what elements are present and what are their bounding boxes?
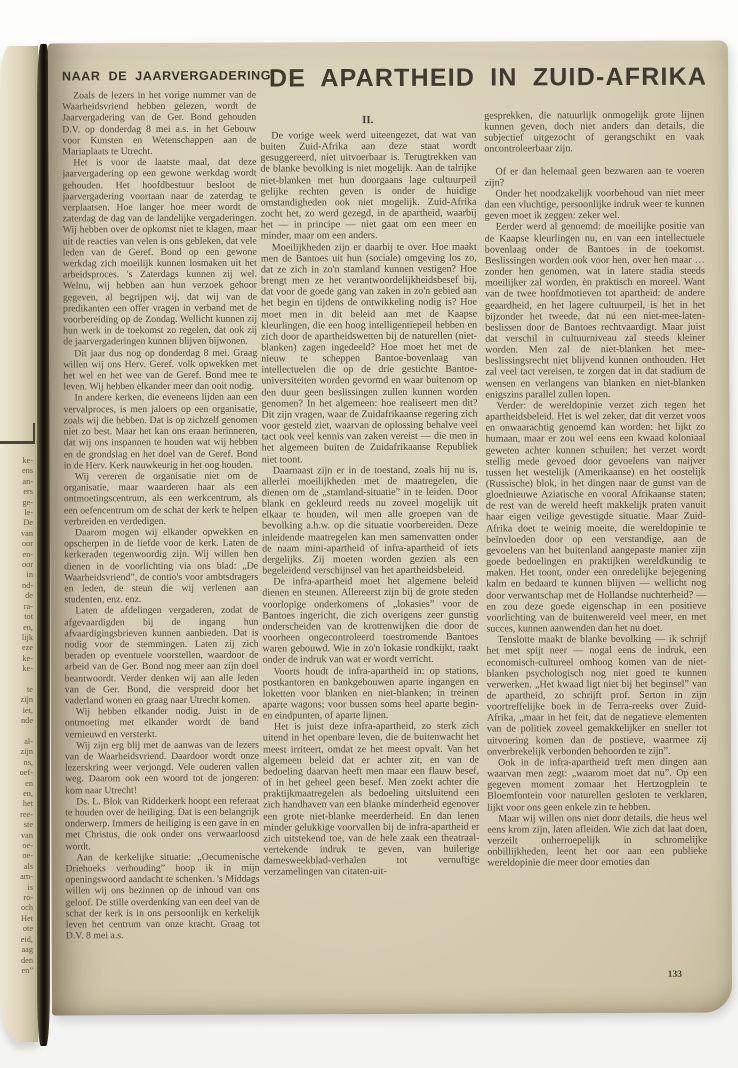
margin-fragment: oef- [19,768,33,778]
margin-fragment: al- [24,736,33,746]
paragraph: De vorige week werd uiteengezet, dat wat van buiten Zuid-Afrika aan deze staat wordt gesuggereerd, niet uitvoerbaar is. Terugtrekken van de blanke bevolking is niet mogelijk. Aan de talrijke niet-blanken met hun doorgaans lage cultuurpeil gelijke rechten geven is onder de huidige omstandigheden ook niet mogelijk. Zuid-Afrika zocht het, zo werd gezegd, in de apartheid, waarbij het — in principe — niet gaat om een meer en minder, maar om een anders. [260,129,477,242]
margin-fragment: ra- [23,601,33,611]
margin-fragment: nde [21,716,33,726]
paragraph: Verder: de wereldopinie verzet zich tegen het apartheidsbeleid. Het is wel zeker, dat dit verzet voos en onwaarachtig genoemd kan worden: het lijkt zo humaan, maar er zou wel eens een kwaad koloniaal geweten achter kunnen schuilen; het verzet wordt stellig mede gevoed door gevoelens van naijver tussen het westelijk (Amerikaanse) en het oostelijk (Russische) blok, in het dingen naar de gunst van de gloednieuwe Aziatische en vooral Afrikaanse staten; de rest van de wereld heeft makkelijk praten vanuit haar eigen veilige gevestigde situatie. Maar Zuid-Afrika doet te weinig moeite, die wereldopinie te beïnvloeden door op een verstandige, aan de gevoelens van het buitenland aangepaste manier zijn goede bedoelingen en praktijken wereldkundig te maken. Het toont, onder een onredelijke bejegening kalm en bedaard te kunnen blijven — wellicht nog door verwantschap met de Hollandse nuchterheid? — en zou deze goede eigenschap in een positieve voorlichting van de buitenwereld veel meer, en met succes, kunnen aanwenden dan het nu doet. [485,399,707,635]
margin-fragment: ns, [23,757,33,767]
margin-fragment: lijk [21,632,33,642]
margin-fragment: en” [21,965,33,975]
margin-text-fragments [3,456,33,976]
paragraph: Zoals de lezers in het vorige nummer van de Waarheidsvriend hebben gelezen, wordt de Jaarvergadering van de Ger. Bond gehouden D.V. op donderdag 8 mei a.s. in het Gebouw voor Kunsten en Wetenschappen aan de Mariaplaats te Utrecht. [62,89,257,158]
margin-fragment: ote [22,924,33,934]
section-label: II. [362,114,374,127]
margin-fragment: van [21,528,33,538]
margin-fragment: am- [20,872,33,882]
paragraph: gesprekken, die natuurlijk onmogelijk grote lijnen kunnen geven, doch niet anders dan details, die subjectief uitgezocht of gerangschikt en vaak oncontroleerbaar zijn. [484,109,705,156]
paragraph: Het is voor de laatste maal, dat deze jaarvergadering op een gewone werkdag wordt gehouden. Het hoofdbestuur besloot de jaarvergadering voortaan naar de zaterdag te verplaatsen. Hoe langer hoe meer wordt de zaterdag de dag van de landelijke vergaderingen. Wij hebben over de opkomst niet te klagen, maar uit de reacties van velen is ons gebleken, dat vele leden van de Geref. Bond op een gewone werkdag zich moeilijk kunnen losmaken uit het arbeidsproces. 's Zaterdags kunnen zij wel. Welnu, wij hebben aan hun verzoek gehoor gegeven, al begrijpen wij, dat wij van de predikanten een offer vragen in verband met de voorbereiding op de Zondag. Wellicht kunnen zij hun werk in de toekomst zo regelen, dat ook zij de jaarvergaderingen kunnen blijven bijwonen. [62,156,258,348]
left-article-body [62,90,260,989]
margin-fragment: ge- [22,497,33,507]
margin-fragment: nd- [21,580,33,590]
margin-fragment: ro- [23,893,33,903]
margin-fragment: den [21,955,33,965]
margin-fragment: ens [21,466,33,476]
margin-fragment: iet, [22,705,33,715]
paragraph: Laten de afdelingen vergaderen, zodat de afgevaardigden bij de ingang hun afvaardigingsbrieven kunnen aanbieden. Dat is nodig voor de stemmingen. Laten zij zich beraden op eventuele voorstellen, waardoor de arbeid van de Ger. Bond nog meer aan zijn doel beantwoordt. Verder denken wij aan alle leden van de Ger. Bond, die verspreid door het vaderland wonen en graag naar Utrecht komen. [64,604,259,707]
margin-fragment: te [27,684,33,694]
margin-fragment: het [22,799,33,809]
margin-fragment: aag [21,945,33,955]
margin-rule-mark [0,423,35,444]
paragraph: Ds. L. Blok van Ridderkerk hoopt een referaat te houden over de heiliging. Dat is een belangrijk onderwerp. Immers de heiliging is een gave in en met Christus, die ook onder ons verwaarloosd wordt. [65,795,260,853]
margin-fragment: le- [24,508,33,518]
margin-fragment: oor [21,560,33,570]
margin-fragment: en, [23,789,33,798]
margin-fragment: en- [22,549,33,559]
margin-fragment: ke- [22,653,33,663]
paragraph: Wij hebben elkander nodig. Juist in de ontmoeting met elkander wordt de band vernieuwd en versterkt. [64,705,259,740]
margin-fragment: ree- [20,809,33,819]
margin-fragment: zijn [20,695,33,705]
margin-fragment: en, [23,622,33,632]
paragraph: Wij zijn erg blij met de aanwas van de lezers van de Waarheidsvriend. Daardoor wordt onze lezerskring weer verjongd. Vele ouderen vallen weg. Daarom ook een woord tot de jongeren: kom naar Utrecht! [64,739,260,797]
margin-fragment: eze [21,643,33,653]
margin-fragment: oe- [22,851,33,861]
magazine-page [48,41,732,1016]
margin-fragment [3,727,33,737]
margin-fragment: en [25,778,33,788]
margin-fragment: eid, [20,934,33,944]
paragraph: Of er dan helemaal geen bezwaren aan te voeren zijn? [484,165,705,189]
left-article [61,68,272,989]
paragraph: Eerder werd al genoemd: de moeilijke positie van de Kaapse kleurlingen nu, en van een intellectuele bovenlaag onder de Bantoes in de toekomst. Beslissingen worden ook voor hen, over hen maar … zonder hen genomen, wat in latere stadia steeds moeilijker zal worden, èn praktisch en moreel. Want van de twee hoofdmotieven tot apartheid: de andere geaardheid, en het lagere cultuurpeil, is het in het bijzonder het tweede, dat nú een niet-mee-laten-beslissen door de Bantoes rechtvaardigt. Maar juist dat verschil in cultuurniveau zal steeds kleiner worden. Men zal de niet-blanken het mee-beslissingsrecht niet blijvend kunnen onthouden. Het zal veel tact vereisen, te zorgen dat in dat stadium de wensen en verlangens van blanken en niet-blanken enigszins parallel zullen lopen. [484,221,706,401]
paragraph: Maar wij willen ons niet door details, die heus wel eens krom zijn, laten afleiden. Wie zich dat laat doen, verzeilt onherroepelijk in schromelijke onbillijkheden, leent het oor aan een publieke wereldopinie die meer door emoties dan [487,812,708,869]
margin-fragment: De [23,518,33,528]
paragraph: Daarom mogen wij elkander opwekken en opscherpen in de liefde voor de kerk. Laten de kerkeraden tegenwoordig zijn. Wij willen hen dienen in de voorlichting via ons blad: „De Waarheidsvriend”, de contio's voor ambtsdragers en leden, de steun die wij verlenen aan studenten, enz. enz. [64,526,259,606]
margin-fragment [3,675,33,685]
margin-fragment: oe- [22,841,33,851]
page-number: 133 [667,969,682,980]
paragraph: Wij vereren de organisatie niet om de organisatie, maar waarderen haar als een ontmoetingscentrum, als een werkcentrum, als een oefencentrum om de schat der kerk te helpen verbreiden en verdedigen. [63,470,258,528]
margin-fragment: ste [23,820,33,830]
margin-fragment: ers [23,487,33,497]
paragraph: Moeilijkheden zijn er daarbij te over. Hoe maakt men de Bantoes uit hun (sociale) omgeving los zo, dat ze zich in zo'n stamland kunnen vestigen? Hoe brengt men ze het verantwoordelijkheidsbesef bij, dat voor de goede gang van zaken in zo'n gebied aan het begin en tijdens de ontwikkeling nodig is? Hoe moet men in dit beleid aan met de Kaapse kleurlingen, die een hoog intelligentiepeil hebben en zich door de apartheidswetten bij de naturellen (niet-blanken) zagen ingedeeld? Hoe moet het met de nieuw te scheppen Bantoe-bovenlaag van intellectuelen die op de drie gestichte Bantoe-universiteiten worden gevormd en waar buitenom op den duur geen beslissingen zullen kunnen worden genomen? In het algemeen: hoe realiseert men dit? Dit zijn vragen, waar de Zuidafrikaanse regering zich voor gesteld ziet, waarvan de oplossing behalve veel tact ook veel kennis van zaken vereist — die men in het algemeen buiten de Zuidafrikaanse Republiek niet toont. [260,241,478,466]
paragraph: Dit jaar dus nog op donderdag 8 mei. Graag willen wij ons Herv. Geref. volk opwekken met het wel en het wee van de Geref. Bond mee te leven. Wij hebben elkander meer dan ooit nodig. [63,347,258,393]
margin-fragment: in [26,570,33,580]
margin-fragment: de [25,591,33,601]
margin-fragment: an- [22,476,33,486]
paragraph: Voorts houdt de infra-apartheid in: op stations, postkantoren en bankgebouwen aparte ingangen en loketten voor blanken en niet-blanken; in treinen aparte wagons; voor bussen soms heel aparte begin- en eindpunten, of aparte lijnen. [262,665,479,722]
margin-fragment: Het [21,913,33,923]
margin-fragment: zijn [20,747,33,757]
paragraph: In andere kerken, die eveneens lijden aan een vervalproces, is men jaloers op een organisatie, zoals wij die hebben. Dat is op zichzelf genomen niet zo best. Maar het kan ons eraan herinneren, dat wij ons inspannen te houden wat wij hebben en de grondslag en het doel van de Geref. Bond in de Herv. Kerk nauwkeurig in het oog houden. [63,392,258,472]
left-article-title: NAAR DE JAARVERGADERING [61,68,272,84]
main-article-title: DE APARTHEID IN ZUID-AFRIKA [268,62,708,93]
main-article-column-2 [484,110,708,983]
margin-fragment: ke- [22,456,33,465]
paragraph: Het is juist deze infra-apartheid, zo sterk zich uitend in het openbare leven, die de buitenwacht het meest irriteert, omdat ze het meest opvalt. Van het algemeen beleid dat er achter zit, en van de bedoeling daarvan heeft men maar een flauw besef, of in het geheel geen besef. Men zoekt achter die praktijkmaatregelen als bedoeling uitsluitend een zich handhaven van een blanke minderheid egenover een grote niet-blanke meerderheid. En dan lenen minder gelukkige voorvallen bij de infra-apartheid er zich uitstekend toe, van de hele zaak een theatraal-vertekende indruk te geven, van huilerige damesweekblad-verhalen tot vernuftige verzamelingen van citaten-uit- [262,720,480,878]
paragraph: Ook in de infra-apartheid treft men dingen aan waarvan men zegt: „waarom moet dat nu”. Op een gegeven moment zomaar het Hertzogplein te Bloemfontein voor naturellen gesloten te verklaren, lijkt voor ons geen enkele zin te hebben. [487,756,708,814]
margin-fragment: oor [21,539,33,549]
paragraph: Daarnaast zijn er in de toestand, zoals hij nu is, allerlei moeilijkheden met de maatregelen, die dienen om de „stamland-situatie” in te leiden. Door blank en gekleurd reeds nu zoveel mogelijk uit elkaar te houden, wil men alle groepen van de bevolking a.h.w. op die situatie voorbereiden. Deze inleidende maatregelen kan men samenvatten onder de naam mini-apartheid of infra-apartheid of iets dergelijks. Zij moeten worden gezien als een begeleidend verschijnsel van het apartheidsbeleid. [261,464,479,577]
margin-fragment: tot [24,612,33,622]
margin-fragment: van [21,830,33,840]
margin-fragment: ke- [22,664,33,674]
adjacent-page-edge [0,46,38,1042]
paragraph: Tenslotte maakt de blanke bevolking — ik schrijf het met spijt neer — nogal eens de indruk, een economisch-cultureel omhoog komen van de niet-blanken psychologisch nog niet goed te kunnen verwerken. „Het kwaad ligt niet bij het beginsel” van de apartheid, zo schrijft prof. Serton in zijn voortreffelijke boek in de Terra-reeks over Zuid-Afrika, „maar in het feit, dat de negatieve elementen van de politiek zoveel gemakkelijker en sneller tot uitvoering komen dan de postieve, waarmee zij onverbrekelijk verbonden behoorden te zijn”. [486,633,707,758]
paragraph: Aan de kerkelijke situatie: „Oecumenische Driehoeks verhouding” hoop ik in mijn openingswoord aandacht te schenken. 's Middags willen wij ons bezinnen op de inhoud van ons geloof. De stille overdenking van een deel van de schat der kerk is in ons persoonlijk en kerkelijk leven het centrum van onze kracht. Graag tot D.V. 8 mei a.s. [65,851,260,942]
paragraph: De infra-apartheid moet het algemene beleid dienen en steunen. Allereerst zijn bij de grote steden voorlopige onderkomens of „lokasies” voor de Bantoes ingericht, die zich overigens zeer gunstig onderscheiden van de krottenwijken die door de voorheen ongecontroleerd toestromende Bantoes waren gebouwd. Wie in zo'n lokasie rondkijkt, raakt onder de indruk van wat er wordt verricht. [262,575,479,666]
paragraph: Onder het noodzakelijk voorbehoud van niet meer dan een vluchtige, persoonlijke indruk weer te kunnen geven moet ik zeggen: zeker wel. [484,187,705,222]
margin-fragment: is [27,882,33,892]
margin-fragment: als [23,861,33,871]
margin-fragment: och [21,903,33,913]
main-article-column-1 [260,130,480,983]
